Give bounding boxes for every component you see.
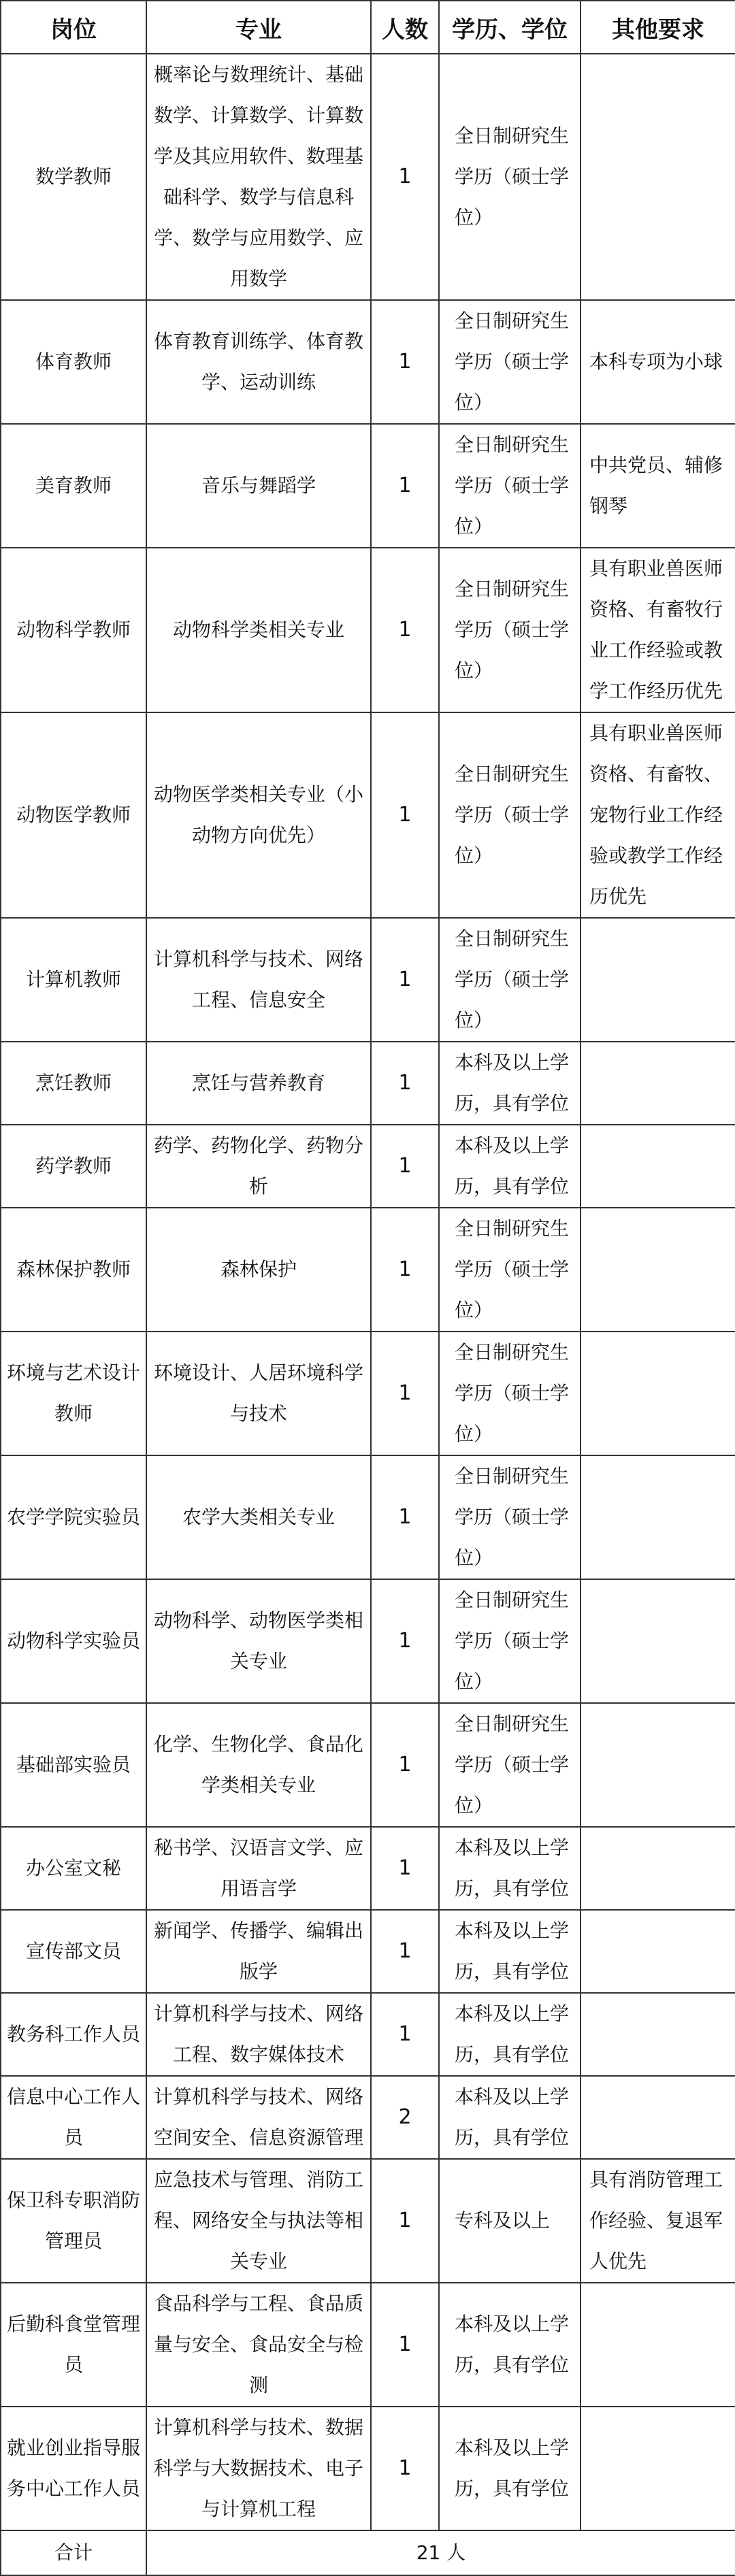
header-count: 人数	[371, 1, 439, 54]
education-cell: 本科及以上学历，具有学位	[439, 1910, 581, 1993]
position-cell: 办公室文秘	[1, 1827, 146, 1910]
position-cell: 动物科学教师	[1, 548, 146, 712]
major-cell: 概率论与数理统计、基础数学、计算数学、计算数学及其应用软件、数理基础科学、数学与信息科学、数学与应用数学、应用数学	[146, 54, 371, 300]
position-cell: 动物医学教师	[1, 712, 146, 918]
major-cell: 计算机科学与技术、网络空间安全、信息资源管理	[146, 2076, 371, 2159]
major-cell: 农学大类相关专业	[146, 1455, 371, 1579]
count-cell: 1	[371, 1703, 439, 1827]
requirement-cell	[581, 2076, 735, 2159]
count-cell: 1	[371, 1827, 439, 1910]
major-cell: 计算机科学与技术、数据科学与大数据技术、电子与计算机工程	[146, 2407, 371, 2530]
requirement-cell	[581, 1993, 735, 2076]
education-cell: 全日制研究生学历（硕士学位）	[439, 1455, 581, 1579]
education-cell: 专科及以上	[439, 2159, 581, 2283]
table-row	[1, 1332, 735, 1455]
table-row	[1, 1703, 735, 1827]
table-row	[1, 1579, 735, 1703]
table-row	[1, 1455, 735, 1579]
education-cell: 全日制研究生学历（硕士学位）	[439, 712, 581, 918]
position-cell: 体育教师	[1, 300, 146, 424]
requirement-cell	[581, 1042, 735, 1125]
requirement-cell	[581, 1332, 735, 1455]
education-cell: 全日制研究生学历（硕士学位）	[439, 918, 581, 1042]
requirement-cell	[581, 2283, 735, 2407]
position-cell: 计算机教师	[1, 918, 146, 1042]
major-cell: 动物科学类相关专业	[146, 548, 371, 712]
requirement-cell	[581, 54, 735, 300]
header-education: 学历、学位	[439, 1, 581, 54]
table-row	[1, 918, 735, 1042]
table-row	[1, 1125, 735, 1208]
major-cell: 计算机科学与技术、网络工程、数字媒体技术	[146, 1993, 371, 2076]
header-position: 岗位	[1, 1, 146, 54]
position-cell: 后勤科食堂管理员	[1, 2283, 146, 2407]
position-cell: 美育教师	[1, 424, 146, 548]
requirement-cell	[581, 2407, 735, 2530]
total-value: 21 人	[146, 2530, 735, 2575]
major-cell: 森林保护	[146, 1208, 371, 1332]
education-cell: 全日制研究生学历（硕士学位）	[439, 1703, 581, 1827]
major-cell: 体育教育训练学、体育教学、运动训练	[146, 300, 371, 424]
table-row	[1, 300, 735, 424]
position-cell: 环境与艺术设计教师	[1, 1332, 146, 1455]
count-cell: 1	[371, 300, 439, 424]
count-cell: 1	[371, 54, 439, 300]
major-cell: 化学、生物化学、食品化学类相关专业	[146, 1703, 371, 1827]
table-row	[1, 2076, 735, 2159]
position-cell: 数学教师	[1, 54, 146, 300]
count-cell: 1	[371, 1579, 439, 1703]
header-row	[1, 1, 735, 54]
count-cell: 1	[371, 1332, 439, 1455]
education-cell: 全日制研究生学历（硕士学位）	[439, 1579, 581, 1703]
education-cell: 全日制研究生学历（硕士学位）	[439, 424, 581, 548]
count-cell: 1	[371, 712, 439, 918]
table-row	[1, 54, 735, 300]
position-cell: 教务科工作人员	[1, 1993, 146, 2076]
major-cell: 秘书学、汉语言文学、应用语言学	[146, 1827, 371, 1910]
count-cell: 1	[371, 1455, 439, 1579]
requirement-cell	[581, 1827, 735, 1910]
requirement-cell: 具有职业兽医师资格、有畜牧、宠物行业工作经验或教学工作经历优先	[581, 712, 735, 918]
position-cell: 农学学院实验员	[1, 1455, 146, 1579]
count-cell: 1	[371, 1042, 439, 1125]
education-cell: 全日制研究生学历（硕士学位）	[439, 1332, 581, 1455]
major-cell: 动物科学、动物医学类相关专业	[146, 1579, 371, 1703]
major-cell: 动物医学类相关专业（小动物方向优先）	[146, 712, 371, 918]
table-row	[1, 548, 735, 712]
table-row	[1, 1910, 735, 1993]
table-row	[1, 1208, 735, 1332]
education-cell: 全日制研究生学历（硕士学位）	[439, 300, 581, 424]
requirement-cell	[581, 1579, 735, 1703]
requirement-cell	[581, 1910, 735, 1993]
position-cell: 烹饪教师	[1, 1042, 146, 1125]
requirement-cell: 本科专项为小球	[581, 300, 735, 424]
requirement-cell	[581, 918, 735, 1042]
major-cell: 环境设计、人居环境科学与技术	[146, 1332, 371, 1455]
major-cell: 食品科学与工程、食品质量与安全、食品安全与检测	[146, 2283, 371, 2407]
table-row	[1, 1042, 735, 1125]
table-row	[1, 2283, 735, 2407]
table-row	[1, 2407, 735, 2530]
major-cell: 计算机科学与技术、网络工程、信息安全	[146, 918, 371, 1042]
education-cell: 全日制研究生学历（硕士学位）	[439, 1208, 581, 1332]
count-cell: 1	[371, 2283, 439, 2407]
education-cell: 本科及以上学历，具有学位	[439, 1042, 581, 1125]
position-cell: 动物科学实验员	[1, 1579, 146, 1703]
requirement-cell: 具有消防管理工作经验、复退军人优先	[581, 2159, 735, 2283]
position-cell: 就业创业指导服务中心工作人员	[1, 2407, 146, 2530]
count-cell: 1	[371, 1993, 439, 2076]
education-cell: 本科及以上学历，具有学位	[439, 2283, 581, 2407]
position-cell: 宣传部文员	[1, 1910, 146, 1993]
count-cell: 1	[371, 548, 439, 712]
count-cell: 1	[371, 918, 439, 1042]
header-requirement: 其他要求	[581, 1, 735, 54]
position-cell: 森林保护教师	[1, 1208, 146, 1332]
header-major: 专业	[146, 1, 371, 54]
count-cell: 1	[371, 1910, 439, 1993]
requirement-cell: 具有职业兽医师资格、有畜牧行业工作经验或教学工作经历优先	[581, 548, 735, 712]
count-cell: 1	[371, 424, 439, 548]
requirement-cell	[581, 1125, 735, 1208]
count-cell: 1	[371, 1208, 439, 1332]
major-cell: 音乐与舞蹈学	[146, 424, 371, 548]
major-cell: 烹饪与营养教育	[146, 1042, 371, 1125]
education-cell: 全日制研究生学历（硕士学位）	[439, 54, 581, 300]
requirement-cell: 中共党员、辅修钢琴	[581, 424, 735, 548]
position-cell: 基础部实验员	[1, 1703, 146, 1827]
education-cell: 全日制研究生学历（硕士学位）	[439, 548, 581, 712]
total-label: 合计	[1, 2530, 146, 2575]
count-cell: 1	[371, 2159, 439, 2283]
major-cell: 药学、药物化学、药物分析	[146, 1125, 371, 1208]
education-cell: 本科及以上学历，具有学位	[439, 1827, 581, 1910]
requirement-cell	[581, 1703, 735, 1827]
total-row	[1, 2530, 735, 2575]
table-row	[1, 1827, 735, 1910]
requirement-cell	[581, 1208, 735, 1332]
position-cell: 药学教师	[1, 1125, 146, 1208]
table-row	[1, 1993, 735, 2076]
count-cell: 2	[371, 2076, 439, 2159]
education-cell: 本科及以上学历，具有学位	[439, 1125, 581, 1208]
table-row	[1, 712, 735, 918]
table-row	[1, 424, 735, 548]
table-row	[1, 2159, 735, 2283]
education-cell: 本科及以上学历，具有学位	[439, 2076, 581, 2159]
education-cell: 本科及以上学历，具有学位	[439, 2407, 581, 2530]
count-cell: 1	[371, 2407, 439, 2530]
position-cell: 保卫科专职消防管理员	[1, 2159, 146, 2283]
position-cell: 信息中心工作人员	[1, 2076, 146, 2159]
major-cell: 应急技术与管理、消防工程、网络安全与执法等相关专业	[146, 2159, 371, 2283]
education-cell: 本科及以上学历，具有学位	[439, 1993, 581, 2076]
requirement-cell	[581, 1455, 735, 1579]
major-cell: 新闻学、传播学、编辑出版学	[146, 1910, 371, 1993]
count-cell: 1	[371, 1125, 439, 1208]
